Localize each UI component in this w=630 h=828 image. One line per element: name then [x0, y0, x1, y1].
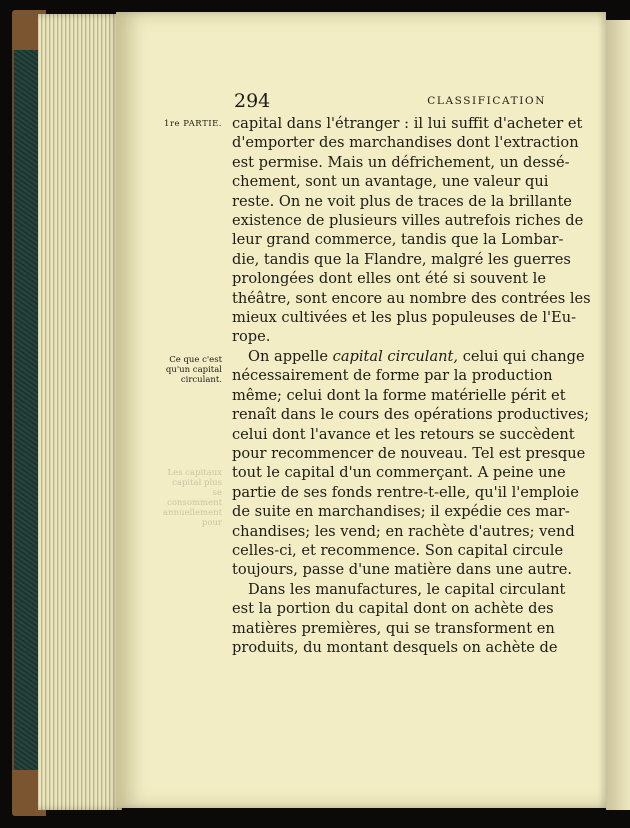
margin-note-part: 1re PARTIE.	[164, 119, 222, 129]
italic-term: capital circulant,	[332, 347, 459, 365]
margin-note-circulant	[150, 355, 222, 385]
text-line: mieux cultivées et les plus populeuses de l'Eu-	[232, 309, 577, 327]
margin-note-line: Ce que c'est	[169, 355, 222, 365]
text-line: die, tandis que la Flandre, malgré les guerres	[232, 250, 571, 268]
text-run: celui qui change	[458, 347, 585, 365]
text-line: capital dans l'étranger : il lui suffit d'acheter et	[232, 115, 583, 132]
ghost-note-line: se consomment	[167, 488, 222, 508]
text-line: toujours, passe d'une matière dans une autre.	[232, 561, 573, 579]
text-line: tout le capital d'un commerçant. A peine une	[232, 464, 566, 482]
text-line: de suite en marchandises; il expédie ces mar-	[232, 503, 570, 521]
text-line-first	[232, 347, 585, 366]
body-text	[232, 114, 591, 657]
text-line: théâtre, sont encore au nombre des contrées les	[232, 289, 591, 307]
page-header	[234, 90, 546, 112]
text-line: prolongées dont elles ont été si souvent le	[232, 270, 546, 288]
page-number: 294	[234, 90, 271, 112]
text-line: renaît dans le cours des opérations productives;	[232, 406, 590, 424]
facing-page-edge	[606, 20, 630, 810]
text-line: leur grand commerce, tandis que la Lombar-	[232, 231, 564, 249]
show-through-margin-note	[158, 468, 222, 528]
text-line: est permise. Mais un défrichement, un dessé-	[232, 153, 570, 171]
text-line: d'emporter des marchandises dont l'extraction	[232, 134, 579, 152]
text-line: celles-ci, et recommence. Son capital circule	[232, 541, 564, 559]
text-line: même; celui dont la forme matérielle périt et	[232, 386, 566, 404]
ghost-note-line: annuellement	[163, 508, 222, 518]
text-line: chandises; les vend; en rachète d'autres; vend	[232, 522, 575, 540]
text-line: matières premières, qui se transforment en	[232, 619, 555, 637]
ghost-note-line: pour	[201, 518, 222, 528]
text-line: nécessairement de forme par la production	[232, 367, 553, 385]
text-line: pour recommencer de nouveau. Tel est presque	[232, 444, 586, 462]
text-line: celui dont l'avance et les retours se succèdent	[232, 425, 575, 443]
text-line: Dans les manufactures, le capital circulant	[248, 580, 566, 598]
text-run: On appelle	[248, 347, 333, 365]
margin-note-line: qu'un capital	[165, 365, 222, 375]
ghost-note-line: capital plus	[172, 478, 222, 488]
text-line: reste. On ne voit plus de traces de la brillante	[232, 192, 572, 210]
page-edges	[38, 14, 122, 810]
text-line: existence de plusieurs villes autrefois riches de	[232, 212, 584, 230]
running-title: CLASSIFICATION	[427, 95, 546, 107]
text-line: rope.	[232, 328, 271, 346]
ghost-note-line: Les capitaux	[167, 468, 222, 478]
text-line: est la portion du capital dont on achète des	[232, 600, 554, 618]
text-line: chement, sont un avantage, une valeur qui	[232, 173, 549, 191]
text-line: partie de ses fonds rentre-t-elle, qu'il l'emploie	[232, 483, 579, 501]
text-line: produits, du montant desquels on achète de	[232, 638, 558, 656]
margin-note-line: circulant.	[180, 375, 222, 385]
